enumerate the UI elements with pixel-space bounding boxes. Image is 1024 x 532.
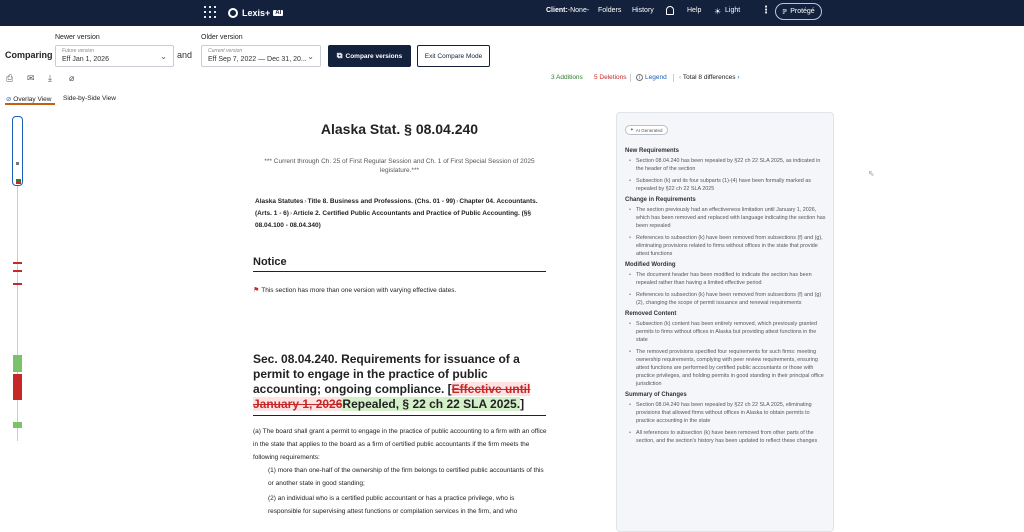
minimap-delete-marker [13, 374, 22, 400]
minimap-add-marker [13, 355, 22, 372]
attach-icon[interactable]: ⌀ [69, 73, 75, 83]
brand-ai-badge: AI [275, 10, 282, 16]
summary-heading: Change in Requirements [625, 197, 696, 203]
chevron-right-icon[interactable]: › [737, 74, 740, 81]
breadcrumb-item[interactable]: Article 2. Certified Public Accountants and Practice of Public Accounting. (§§ 08.04.100 - 08.04.340) [255, 210, 532, 229]
summary-item: • Section 08.04.240 has been repealed by §22 ch 22 SLA 2025, eliminating provisions that allowed firms without offices in Alaska to obtain permits to practice accounting in the state [625, 401, 827, 425]
summary-heading: New Requirements [625, 148, 680, 154]
overlay-icon: ⊘ [6, 96, 12, 103]
email-icon[interactable]: ✉ [27, 73, 35, 83]
minimap-delete-marker [13, 270, 22, 272]
mouse-cursor-icon: ⇖ [868, 169, 875, 178]
protege-label: Protégé [790, 8, 815, 15]
sun-icon[interactable]: ☀ [714, 7, 722, 16]
apps-grid-icon[interactable] [204, 6, 216, 18]
more-options-icon[interactable]: ⋮ [761, 5, 771, 16]
paragraph-1: (1) more than one-half of the ownership of the firm belongs to certified public accountants of this or another state in good standing; [268, 467, 544, 487]
download-icon[interactable]: ⤓ [48, 73, 52, 83]
protege-icon: ℙ [782, 8, 788, 16]
legend-label: Legend [645, 74, 667, 81]
tab-overlay-label: Overlay View [13, 96, 52, 103]
section-heading-close: ] [520, 397, 525, 411]
newer-version-value: Eff Jan 1, 2026 [62, 56, 109, 63]
compare-versions-button[interactable] [328, 45, 411, 67]
divider [630, 74, 631, 82]
compare-versions-label: Compare versions [345, 52, 403, 60]
divider [253, 271, 546, 272]
tab-side-by-side-view[interactable]: Side-by-Side View [63, 95, 116, 102]
additions-count[interactable]: 3 Additions [551, 74, 583, 81]
summary-item: • Section 08.04.240 has been repealed by §22 ch 22 SLA 2025, as indicated in the header of the section [625, 157, 827, 173]
divider [673, 74, 674, 82]
client-label: Client: [546, 7, 568, 14]
breadcrumb-item[interactable]: Title 8. Business and Professions. (Chs. 01 - 99) [307, 198, 456, 205]
newer-version-caption: Future version [62, 48, 94, 54]
chevron-down-icon: ⌄ [307, 52, 314, 61]
summary-item: • Subsection (k) content has been entirely removed, which previously granted permits to firms without offices in Alaska but providing attest functions in the state [625, 320, 827, 344]
brand-name: Lexis+ [242, 8, 271, 18]
section-heading-text: Sec. 08.04.240. Requirements for issuance of a permit to engage in the practice of public accounting; ongoing compliance. [ [253, 352, 520, 396]
ai-generated-badge [625, 125, 668, 135]
summary-item: • The section previously had an effectiveness limitation until January 1, 2026, which has been removed and replaced with language indicating the section has been repealed [625, 206, 827, 230]
ai-summary-panel [616, 112, 834, 532]
breadcrumb-item[interactable]: Alaska Statutes [255, 198, 304, 205]
chevron-left-icon[interactable]: ‹ [679, 74, 682, 81]
breadcrumb-item[interactable]: Chapter 04. Accountants. (Arts. 1 - 6) [255, 198, 538, 217]
minimap-track[interactable] [17, 186, 18, 441]
total-differences: Total 8 differences [682, 74, 736, 81]
ai-generated-label: AI Generated [635, 127, 663, 133]
notifications-bell-icon[interactable] [666, 6, 674, 15]
summary-item: • The removed provisions specified four requirements for such firms: meeting ownership requirements, complying with peer review requirements, ensuring attest functions are performed by certified public accountants or those with practice privileges, and holding permits in good standing in their principal office jurisdiction [625, 348, 827, 388]
chevron-down-icon: ⌄ [160, 52, 167, 61]
top-navigation-bar [0, 0, 1024, 26]
older-version-value: Eff Sep 7, 2022 — Dec 31, 20... [208, 56, 307, 63]
newer-version-label: Newer version [55, 34, 100, 41]
differences-navigator[interactable] [679, 74, 740, 81]
notice-heading: Notice [253, 256, 287, 268]
deletions-count[interactable]: 5 Deletions [594, 74, 627, 81]
tab-overlay-view[interactable] [6, 95, 51, 103]
section-heading [253, 352, 548, 412]
active-tab-indicator [5, 103, 55, 105]
notice-text: This section has more than one version with varying effective dates. [261, 287, 457, 294]
currency-statement: *** Current through Ch. 25 of First Regular Session and Ch. 1 of First Special Session of 2025 legislature.*** [264, 158, 535, 174]
older-version-label: Older version [201, 34, 243, 41]
paragraph-2: (2) an individual who is a certified public accountant or has a practice privilege, who is responsible for supervising attest functions or compilation services in the firm, and who [268, 495, 518, 515]
theme-toggle[interactable]: Light [725, 7, 741, 14]
ai-summary-body [625, 147, 827, 449]
minimap-delete-marker [16, 182, 21, 184]
comparing-label: Comparing [5, 50, 53, 60]
info-icon: i [636, 74, 643, 81]
compare-icon: ⧉ [336, 51, 343, 60]
summary-item: • References to subsection (k) have been removed from subsections (f) and (g), eliminating provisions related to firms without offices in the state that provide attest functions [625, 234, 827, 258]
older-version-caption: Current version [208, 48, 243, 54]
breadcrumb-separator-icon: › [304, 198, 307, 205]
summary-item: • References to subsection (k) have been removed from subsections (f) and (g)(2), changing the scope of permit issuance and renewal requirements [625, 291, 827, 307]
history-link[interactable]: History [632, 7, 654, 14]
minimap-delete-marker [13, 262, 22, 264]
notice-text-row [253, 286, 456, 294]
minimap-add-marker [13, 422, 22, 428]
flag-icon: ⚑ [253, 287, 260, 294]
divider [253, 415, 546, 416]
newer-version-select[interactable] [55, 45, 174, 67]
sparkle-icon: ✦ [630, 127, 634, 132]
minimap-handle [16, 162, 19, 165]
deleted-text: Effective until January 1, 2026 [253, 382, 531, 411]
and-label: and [177, 50, 193, 60]
minimap-viewport[interactable] [12, 116, 23, 186]
summary-item: • Subsection (k) and its four subparts (1)-(4) have been formally marked as repealed by §22 ch 22 SLA 2025 [625, 177, 827, 193]
exit-compare-mode-button[interactable]: Exit Compare Mode [417, 45, 490, 67]
client-selector[interactable] [546, 7, 589, 14]
breadcrumb-separator-icon: › [289, 210, 293, 217]
inserted-text: Repealed, § 22 ch 22 SLA 2025. [342, 397, 521, 411]
breadcrumb [255, 196, 546, 232]
breadcrumb-separator-icon: › [456, 198, 459, 205]
help-link[interactable]: Help [687, 7, 702, 14]
paragraph-a: (a) The board shall grant a permit to engage in the practice of public accounting to a firm with an office in the state that applies to the board as a firm of certified public accountants if the firm meets the following requirements: [253, 428, 547, 461]
legend-button[interactable] [636, 74, 667, 81]
summary-heading: Modified Wording [625, 262, 676, 268]
print-icon[interactable]: ⎙ [6, 73, 14, 83]
document-title: Alaska Stat. § 08.04.240 [320, 121, 479, 137]
protege-button[interactable] [775, 3, 822, 20]
summary-heading: Summary of Changes [625, 392, 687, 398]
older-version-select[interactable] [201, 45, 321, 67]
folders-link[interactable]: Folders [598, 7, 622, 14]
summary-item: • The document header has been modified to indicate the section has been repealed rather than having a limited effective period [625, 271, 827, 287]
lexis-logo[interactable] [228, 4, 283, 22]
summary-item: • All references to subsection (k) have been removed from other parts of the section, and the section's history has been updated to reflect these changes [625, 429, 827, 445]
minimap-delete-marker [13, 283, 22, 285]
client-value: -None- [567, 7, 590, 14]
summary-heading: Removed Content [625, 311, 677, 317]
lexis-logo-icon [228, 8, 238, 18]
